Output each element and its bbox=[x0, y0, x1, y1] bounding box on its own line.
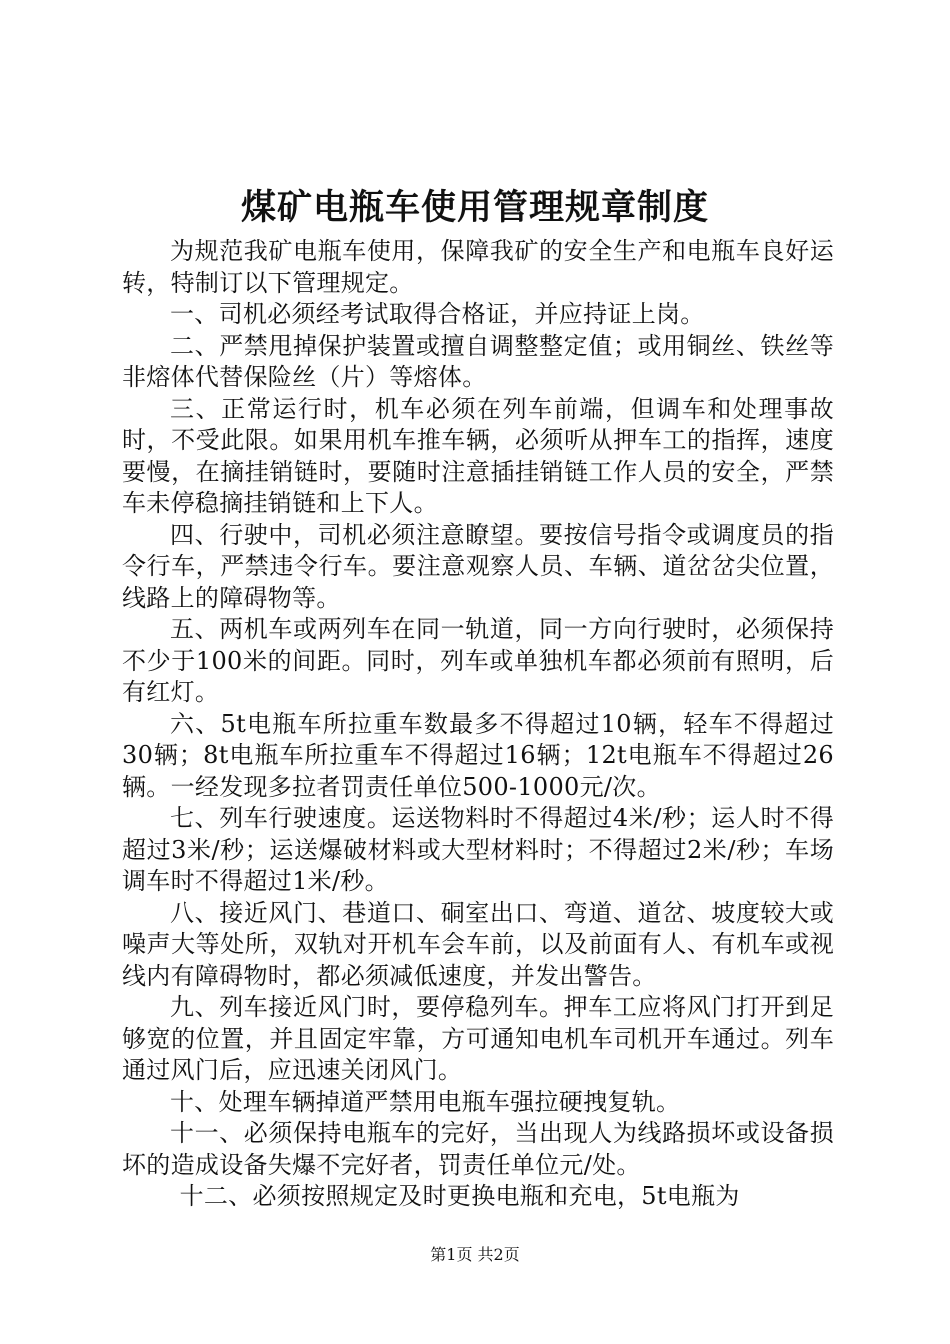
paragraph-rule-7: 七、列车行驶速度。运送物料时不得超过4米/秒；运人时不得超过3米/秒；运送爆破材料或大型材料时；不得超过2米/秒；车场调车时不得超过1米/秒。 bbox=[122, 804, 834, 895]
paragraph-rule-5: 五、两机车或两列车在同一轨道，同一方向行驶时，必须保持不少于100米的间距。同时，列车或单独机车都必须前有照明，后有红灯。 bbox=[122, 615, 834, 706]
paragraph-rule-10: 十、处理车辆掉道严禁用电瓶车强拉硬拽复轨。 bbox=[170, 1087, 681, 1116]
paragraph-rule-9: 九、列车接近风门时，要停稳列车。押车工应将风门打开到足够宽的位置，并且固定牢靠，方可通知电机车司机开车通过。列车通过风门后，应迅速关闭风门。 bbox=[122, 993, 834, 1084]
paragraph-rule-6: 六、5t电瓶车所拉重车数最多不得超过10辆，轻车不得超过30辆；8t电瓶车所拉重车不得超过16辆；12t电瓶车不得超过26辆。一经发现多拉者罚责任单位500-1000元/次。 bbox=[122, 709, 834, 801]
paragraph-intro: 为规范我矿电瓶车使用，保障我矿的安全生产和电瓶车良好运转，特制订以下管理规定。 bbox=[122, 237, 834, 297]
paragraph-rule-4: 四、行驶中，司机必须注意瞭望。要按信号指令或调度员的指令行车，严禁违令行车。要注意观察人员、车辆、道岔岔尖位置，线路上的障碍物等。 bbox=[122, 520, 834, 612]
page-footer: 第1页 共2页 bbox=[430, 1245, 520, 1264]
page-title: 煤矿电瓶车使用管理规章制度 bbox=[240, 187, 709, 228]
paragraph-rule-2: 二、严禁甩掉保护装置或擅自调整整定值；或用铜丝、铁丝等非熔体代替保险丝（片）等熔体。 bbox=[122, 331, 834, 391]
document-body bbox=[122, 236, 834, 1213]
paragraph-rule-11: 十一、必须保持电瓶车的完好，当出现人为线路损坏或设备损坏的造成设备失爆不完好者，罚责任单位元/处。 bbox=[122, 1119, 834, 1179]
paragraph-rule-1: 一、司机必须经考试取得合格证，并应持证上岗。 bbox=[170, 300, 705, 328]
paragraph-rule-8: 八、接近风门、巷道口、硐室出口、弯道、道岔、坡度较大或噪声大等处所，双轨对开机车会车前，以及前面有人、有机车或视线内有障碍物时，都必须减低速度，并发出警告。 bbox=[122, 898, 834, 990]
paragraph-rule-3: 三、正常运行时，机车必须在列车前端，但调车和处理事故时，不受此限。如果用机车推车辆，必须听从押车工的指挥，速度要慢，在摘挂销链时，要随时注意插挂销链工作人员的安全，严禁车未停稳摘挂销链和上下人。 bbox=[122, 394, 834, 517]
paragraph-rule-12: 十二、必须按照规定及时更换电瓶和充电，5t电瓶为 bbox=[179, 1182, 740, 1210]
